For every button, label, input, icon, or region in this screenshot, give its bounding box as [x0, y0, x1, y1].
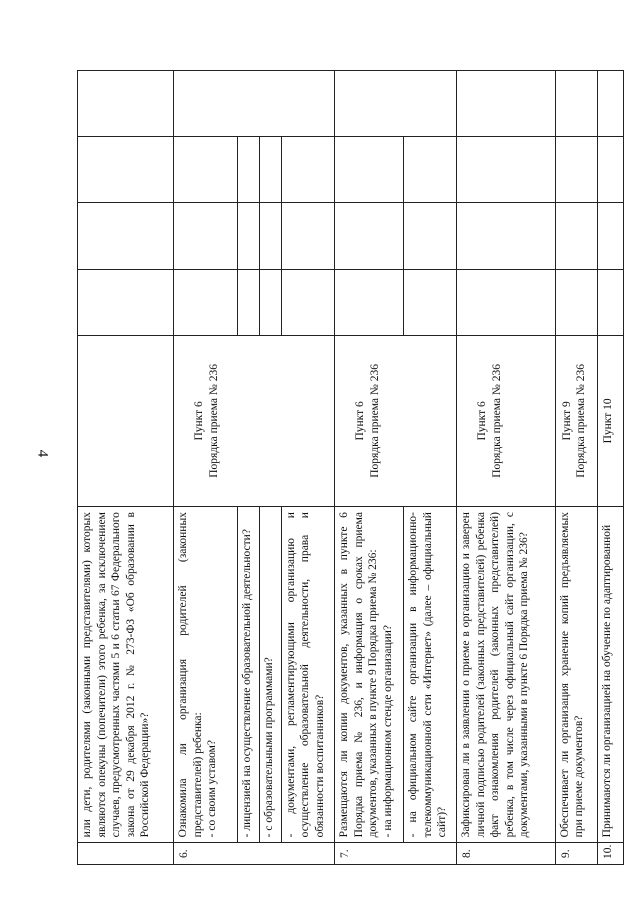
- question-sub: - со своим уставом?: [206, 739, 219, 838]
- notes-cell: [174, 71, 335, 137]
- answer-yes-cell: [555, 269, 597, 335]
- reference-point: Пункт 6: [193, 401, 206, 441]
- answer-yes-cell: [78, 269, 174, 335]
- question-text: Обеспечивает ли организация хранение копий предъявляемых при приеме документов?: [555, 507, 597, 843]
- question-text: [174, 507, 238, 843]
- question-main: Размещаются ли копии документов, указанных в пункте 6 Порядка приема № 236, и информация о сроках приема документов, указанных в пункте 9 Порядка приема № 236:: [338, 512, 380, 838]
- legal-reference: [555, 335, 597, 506]
- reference-document: Порядка приема № 236: [490, 363, 503, 478]
- answer-no-cell: [259, 203, 281, 269]
- notes-cell: [457, 71, 556, 137]
- answer-na-cell: [597, 137, 623, 203]
- checklist-table-rotated: [77, 70, 624, 865]
- page-number: 4: [34, 449, 51, 458]
- row-number: 8.: [457, 843, 556, 865]
- row-number: 7.: [335, 843, 457, 865]
- answer-na-cell: [259, 137, 281, 203]
- reference-point: Пункт 9: [560, 401, 573, 441]
- answer-na-cell: [174, 137, 238, 203]
- answer-no-cell: [174, 203, 238, 269]
- answer-no-cell: [238, 203, 260, 269]
- question-main: Ознакомила ли организация родителей (законных представителей) ребенка:: [177, 512, 204, 838]
- table-row: [555, 71, 597, 865]
- reference-document: Порядка приема № 236: [368, 363, 381, 478]
- question-text: - лицензией на осуществление образовательной деятельности?: [238, 507, 260, 843]
- table-row: [335, 71, 404, 865]
- answer-yes-cell: [404, 269, 457, 335]
- answer-na-cell: [404, 137, 457, 203]
- row-number: 9.: [555, 843, 597, 865]
- checklist-table: [77, 70, 624, 865]
- answer-yes-cell: [457, 269, 556, 335]
- question-text: Принимаются ли организацией на обучение по адаптированной: [597, 507, 623, 843]
- answer-yes-cell: [335, 269, 404, 335]
- question-sub: - на информационном стенде организации?: [381, 624, 394, 838]
- reference-document: Порядка приема № 236: [207, 363, 220, 478]
- answer-no-cell: [78, 203, 174, 269]
- table-row: [457, 71, 556, 865]
- answer-na-cell: [457, 137, 556, 203]
- answer-na-cell: [281, 137, 334, 203]
- answer-no-cell: [281, 203, 334, 269]
- row-number: 10.: [597, 843, 623, 865]
- reference-point: Пункт 10: [601, 398, 614, 444]
- answer-yes-cell: [597, 269, 623, 335]
- answer-na-cell: [78, 137, 174, 203]
- table-row: [78, 71, 174, 865]
- question-text: Зафиксирован ли в заявлении о приеме в организацию и заверен личной подписью родителей (законных представителей) ребенка факт ознакомления родителей (законных представителей) ребенка, в том числе через официальный сайт организации, с документами, указанными в пункте 6 Порядка приема № 236?: [457, 507, 556, 843]
- answer-na-cell: [238, 137, 260, 203]
- legal-reference: [457, 335, 556, 506]
- question-text: [335, 507, 404, 843]
- question-text: - документами, регламентирующими организацию и осуществление образовательной деятельности, права и обязанности воспитанников?: [281, 507, 334, 843]
- answer-yes-cell: [281, 269, 334, 335]
- answer-no-cell: [555, 203, 597, 269]
- notes-cell: [78, 71, 174, 137]
- table-row: [174, 71, 238, 865]
- answer-yes-cell: [259, 269, 281, 335]
- legal-reference: [597, 335, 623, 506]
- row-number: [78, 843, 174, 865]
- answer-na-cell: [555, 137, 597, 203]
- legal-reference: [174, 335, 335, 506]
- reference-point: Пункт 6: [354, 401, 367, 441]
- answer-no-cell: [404, 203, 457, 269]
- answer-yes-cell: [238, 269, 260, 335]
- answer-no-cell: [457, 203, 556, 269]
- question-text: или дети, родителями (законными представителями) которых являются опекуны (попечители) этого ребенка, за исключением случаев, предусмотренных частями 5 и 6 статьи 67 Федерального закона от 29 декабря 2012 г. № 273-ФЗ «Об образовании в Российской Федерации»?: [78, 507, 174, 843]
- notes-cell: [555, 71, 597, 137]
- table-row: [597, 71, 623, 865]
- answer-no-cell: [335, 203, 404, 269]
- legal-reference: [78, 335, 174, 506]
- answer-no-cell: [597, 203, 623, 269]
- reference-point: Пункт 6: [476, 401, 489, 441]
- answer-yes-cell: [174, 269, 238, 335]
- answer-na-cell: [335, 137, 404, 203]
- notes-cell: [335, 71, 457, 137]
- question-text: - с образовательными программами?: [259, 507, 281, 843]
- question-text: - на официальном сайте организации в информационно-телекоммуникационной сети «Интернет» (далее – официальный сайт)?: [404, 507, 457, 843]
- row-number: 6.: [174, 843, 335, 865]
- notes-cell: [597, 71, 623, 137]
- legal-reference: [335, 335, 457, 506]
- reference-document: Порядка приема № 236: [575, 363, 588, 478]
